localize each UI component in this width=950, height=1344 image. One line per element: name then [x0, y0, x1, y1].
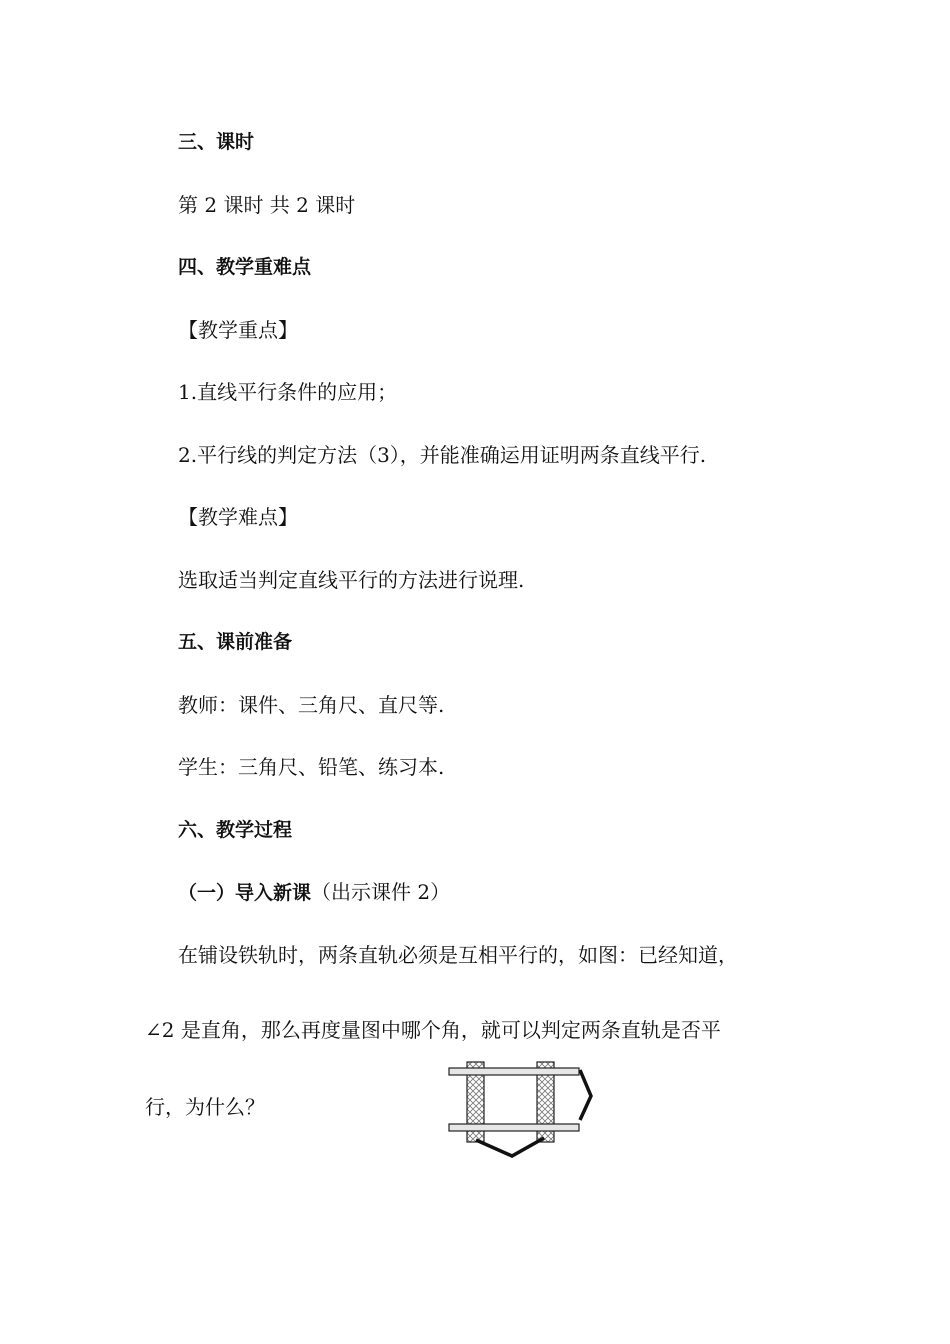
railway-track-figure	[446, 1058, 606, 1160]
key-point-1: 1.直线平行条件的应用；	[178, 380, 398, 404]
lesson-count-text: 第 2 课时 共 2 课时	[178, 193, 356, 217]
section-5-heading: 五、课前准备	[178, 631, 293, 653]
bend-right	[580, 1070, 591, 1120]
teacher-prep-text: 教师：课件、三角尺、直尺等.	[178, 693, 445, 717]
bend-bottom	[476, 1138, 544, 1156]
student-prep-text: 学生：三角尺、铅笔、练习本.	[178, 755, 445, 779]
rail-bottom	[449, 1124, 579, 1131]
intro-paragraph-line-2: ∠2 是直角，那么再度量图中哪个角，就可以判定两条直轨是否平	[145, 1018, 721, 1042]
intro-paragraph-line-1: 在铺设铁轨时，两条直轨必须是互相平行的，如图：已经知道，	[178, 943, 738, 967]
intro-paragraph-line-3: 行，为什么？	[145, 1095, 265, 1119]
key-point-2: 2.平行线的判定方法（3），并能准确运用证明两条直线平行.	[178, 443, 707, 467]
key-point-label: 【教学重点】	[178, 318, 298, 342]
section-3-heading: 三、课时	[178, 131, 255, 153]
difficulty-1: 选取适当判定直线平行的方法进行说理.	[178, 568, 525, 592]
rail-top	[449, 1068, 579, 1075]
section-4-heading: 四、教学重难点	[178, 256, 312, 278]
subsection-1-note: （出示课件 2）	[311, 880, 451, 904]
section-6-heading: 六、教学过程	[178, 819, 293, 841]
difficulty-label: 【教学难点】	[178, 505, 298, 529]
subsection-1-heading: （一）导入新课	[178, 882, 312, 904]
subsection-1-line	[178, 879, 450, 906]
